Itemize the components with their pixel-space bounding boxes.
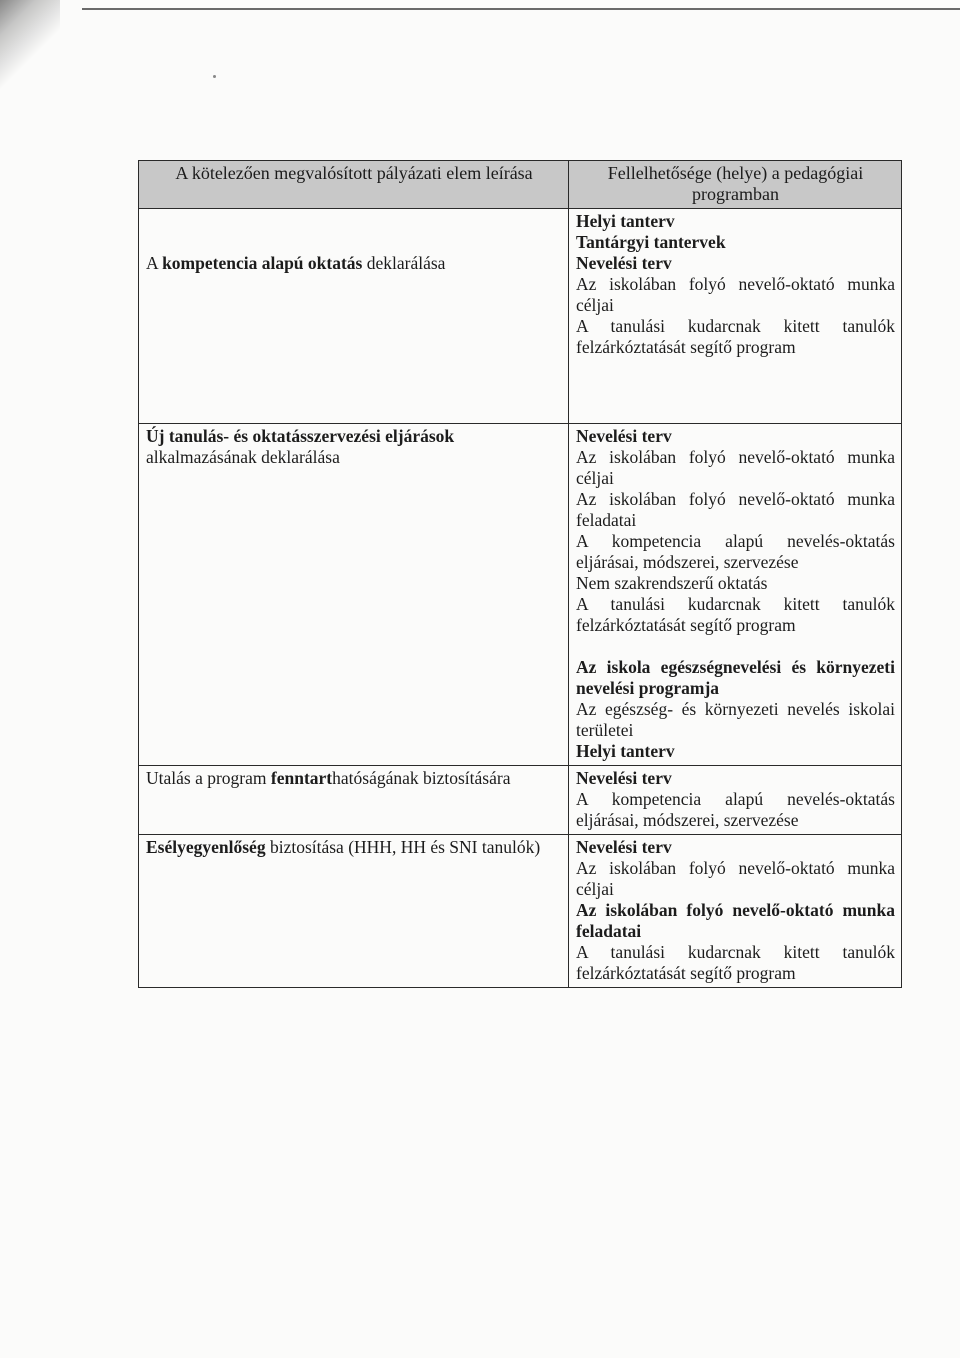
location-item: Az iskola egészségnevelési és környezeti nevelési programja xyxy=(576,657,895,698)
cell-spacer xyxy=(146,232,562,253)
requirements-table xyxy=(138,160,902,988)
location-item: A kompetencia alapú nevelés-oktatás eljárásai, módszerei, szervezése xyxy=(576,789,895,830)
scan-edge-line xyxy=(82,8,960,10)
location-item: Helyi tanterv xyxy=(576,211,675,231)
location-item: Az iskolában folyó nevelő-oktató munka céljai xyxy=(576,858,895,899)
location-item: A tanulási kudarcnak kitett tanulók felzárkóztatását segítő program xyxy=(576,594,895,635)
location-item: Helyi tanterv xyxy=(576,741,675,761)
cell-text-part-bold: kompetencia alapú oktatás xyxy=(162,253,363,273)
cell-text-part-bold: Esélyegyenlőség xyxy=(146,837,266,857)
location-item: Az iskolában folyó nevelő-oktató munka feladatai xyxy=(576,489,895,530)
row-location-cell xyxy=(569,424,902,766)
scan-speck xyxy=(213,75,216,78)
cell-text-part: hatóságának biztosítására xyxy=(332,768,511,788)
cell-text-part: alkalmazásának deklarálása xyxy=(146,447,340,467)
cell-text-part-bold: Új tanulás- és oktatásszervezési eljárások xyxy=(146,426,455,446)
row-element-cell xyxy=(139,424,569,766)
location-item: Nem szakrendszerű oktatás xyxy=(576,573,768,593)
location-item: Az iskolában folyó nevelő-oktató munka céljai xyxy=(576,274,895,315)
table-row xyxy=(139,835,902,988)
location-item: A tanulási kudarcnak kitett tanulók felzárkóztatását segítő program xyxy=(576,942,895,983)
table-header-row xyxy=(139,161,902,209)
scan-shadow xyxy=(0,0,60,140)
row-element-cell xyxy=(139,835,569,988)
location-item: Nevelési terv xyxy=(576,768,672,788)
table-row xyxy=(139,209,902,424)
location-item: Nevelési terv xyxy=(576,426,672,446)
row-location-cell xyxy=(569,209,902,424)
location-item: Az egészség- és környezeti nevelés iskolai területei xyxy=(576,699,895,740)
cell-text-part: A xyxy=(146,253,163,273)
cell-text-part: biztosítása (HHH, HH és SNI tanulók) xyxy=(265,837,541,857)
location-item: Nevelési terv xyxy=(576,253,672,273)
row-element-cell xyxy=(139,766,569,835)
row-location-cell xyxy=(569,766,902,835)
location-item: Az iskolában folyó nevelő-oktató munka feladatai xyxy=(576,900,895,941)
cell-spacer xyxy=(146,211,562,232)
row-location-cell xyxy=(569,835,902,988)
location-item: Az iskolában folyó nevelő-oktató munka céljai xyxy=(576,447,895,488)
cell-spacer xyxy=(576,636,895,657)
table-row xyxy=(139,766,902,835)
header-location-in-program: Fellelhetősége (helye) a pedagógiai programban xyxy=(569,161,902,209)
location-item: A kompetencia alapú nevelés-oktatás eljárásai, módszerei, szervezése xyxy=(576,531,895,572)
location-item: Nevelési terv xyxy=(576,837,672,857)
row-element-cell xyxy=(139,209,569,424)
cell-text-part: deklarálása xyxy=(362,253,446,273)
header-element-description: A kötelezően megvalósított pályázati elem leírása xyxy=(139,161,569,209)
location-item: A tanulási kudarcnak kitett tanulók felzárkóztatását segítő program xyxy=(576,316,895,357)
cell-text-part: Utalás a program xyxy=(146,768,271,788)
table-row xyxy=(139,424,902,766)
cell-text-part-bold: fenntart xyxy=(270,768,333,788)
location-item: Tantárgyi tantervek xyxy=(576,232,726,252)
